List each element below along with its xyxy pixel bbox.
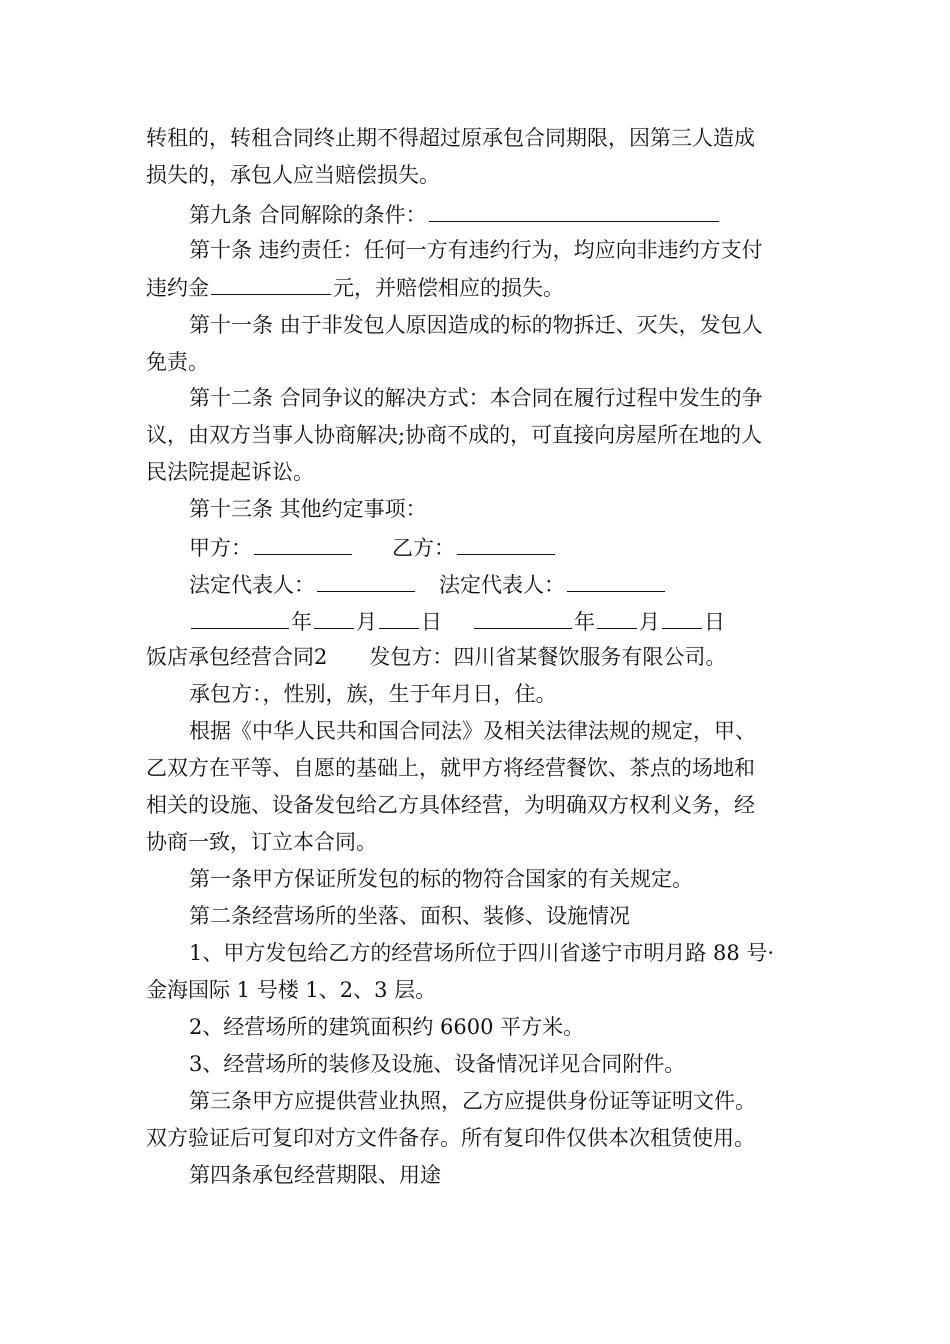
contract-2-header-line bbox=[146, 644, 816, 670]
blank-line bbox=[317, 570, 415, 592]
text-line: 第四条承包经营期限、用途 bbox=[189, 1163, 441, 1187]
text-line: 2、经营场所的建筑面积约 6600 平方米。 bbox=[189, 1015, 585, 1039]
month-label: 月 bbox=[639, 610, 660, 634]
text-line: 金海国际 1 号楼 1、2、3 层。 bbox=[146, 978, 437, 1002]
rep-b-label: 法定代表人： bbox=[439, 573, 565, 597]
text-line: 第十三条 其他约定事项： bbox=[189, 497, 427, 521]
text-line: 协商一致，订立本合同。 bbox=[146, 830, 377, 854]
text-fragment: 违约金 bbox=[146, 276, 209, 300]
year-label: 年 bbox=[291, 610, 312, 634]
text-line: 损失的，承包人应当赔偿损失。 bbox=[146, 163, 440, 187]
text-line: 第一条甲方保证所发包的标的物符合国家的有关规定。 bbox=[189, 867, 693, 891]
issuer-text: 发包方：四川省某餐饮服务有限公司。 bbox=[369, 645, 727, 669]
text-line: 双方验证后可复印对方文件备存。所有复印件仅供本次租赁使用。 bbox=[146, 1126, 755, 1150]
article-10-line bbox=[146, 273, 816, 301]
text-line: 转租的，转租合同终止期不得超过原承包合同期限，因第三人造成 bbox=[146, 126, 755, 150]
text-line: 第十条 违约责任：任何一方有违约行为，均应向非违约方支付 bbox=[189, 238, 763, 262]
blank-line bbox=[314, 607, 354, 629]
blank-line bbox=[379, 607, 419, 629]
rep-a-label: 法定代表人： bbox=[189, 573, 315, 597]
day-label: 日 bbox=[421, 610, 442, 634]
blank-line bbox=[567, 570, 665, 592]
blank-line bbox=[457, 533, 555, 555]
text-line: 议，由双方当事人协商解决;协商不成的，可直接向房屋所在地的人 bbox=[146, 423, 763, 447]
article-9-text: 第九条 合同解除的条件： bbox=[189, 203, 427, 227]
party-line bbox=[189, 533, 859, 561]
text-line: 免责。 bbox=[146, 350, 209, 374]
text-line: 乙双方在平等、自愿的基础上，就甲方将经营餐饮、茶点的场地和 bbox=[146, 756, 755, 780]
representative-line bbox=[189, 570, 859, 598]
party-b-label: 乙方： bbox=[392, 536, 455, 560]
text-line: 相关的设施、设备发包给乙方具体经营，为明确双方权利义务，经 bbox=[146, 793, 755, 817]
blank-line bbox=[211, 273, 331, 295]
year-label: 年 bbox=[574, 610, 595, 634]
text-line: 1、甲方发包给乙方的经营场所位于四川省遂宁市明月路 88 号· bbox=[189, 941, 775, 965]
day-label: 日 bbox=[704, 610, 725, 634]
blank-line bbox=[429, 200, 719, 222]
text-line: 第十二条 合同争议的解决方式：本合同在履行过程中发生的争 bbox=[189, 386, 763, 410]
text-line: 第十一条 由于非发包人原因造成的标的物拆迁、灭失，发包人 bbox=[189, 313, 763, 337]
month-label: 月 bbox=[356, 610, 377, 634]
date-line bbox=[189, 607, 859, 635]
contract-2-title: 饭店承包经营合同2 bbox=[146, 645, 328, 669]
blank-line bbox=[474, 607, 572, 629]
text-line: 承包方：，性别，族，生于年月日，住。 bbox=[189, 682, 557, 706]
text-line: 民法院提起诉讼。 bbox=[146, 460, 314, 484]
text-line: 根据《中华人民共和国合同法》及相关法律法规的规定，甲、 bbox=[189, 719, 756, 743]
blank-line bbox=[191, 607, 289, 629]
blank-line bbox=[597, 607, 637, 629]
text-line: 第二条经营场所的坐落、面积、装修、设施情况 bbox=[189, 904, 630, 928]
article-9-line bbox=[189, 200, 859, 228]
blank-line bbox=[254, 533, 352, 555]
text-fragment: 元，并赔偿相应的损失。 bbox=[333, 276, 564, 300]
party-a-label: 甲方： bbox=[189, 536, 252, 560]
text-line: 第三条甲方应提供营业执照，乙方应提供身份证等证明文件。 bbox=[189, 1089, 756, 1113]
text-line: 3、经营场所的装修及设施、设备情况详见合同附件。 bbox=[189, 1052, 686, 1076]
blank-line bbox=[662, 607, 702, 629]
